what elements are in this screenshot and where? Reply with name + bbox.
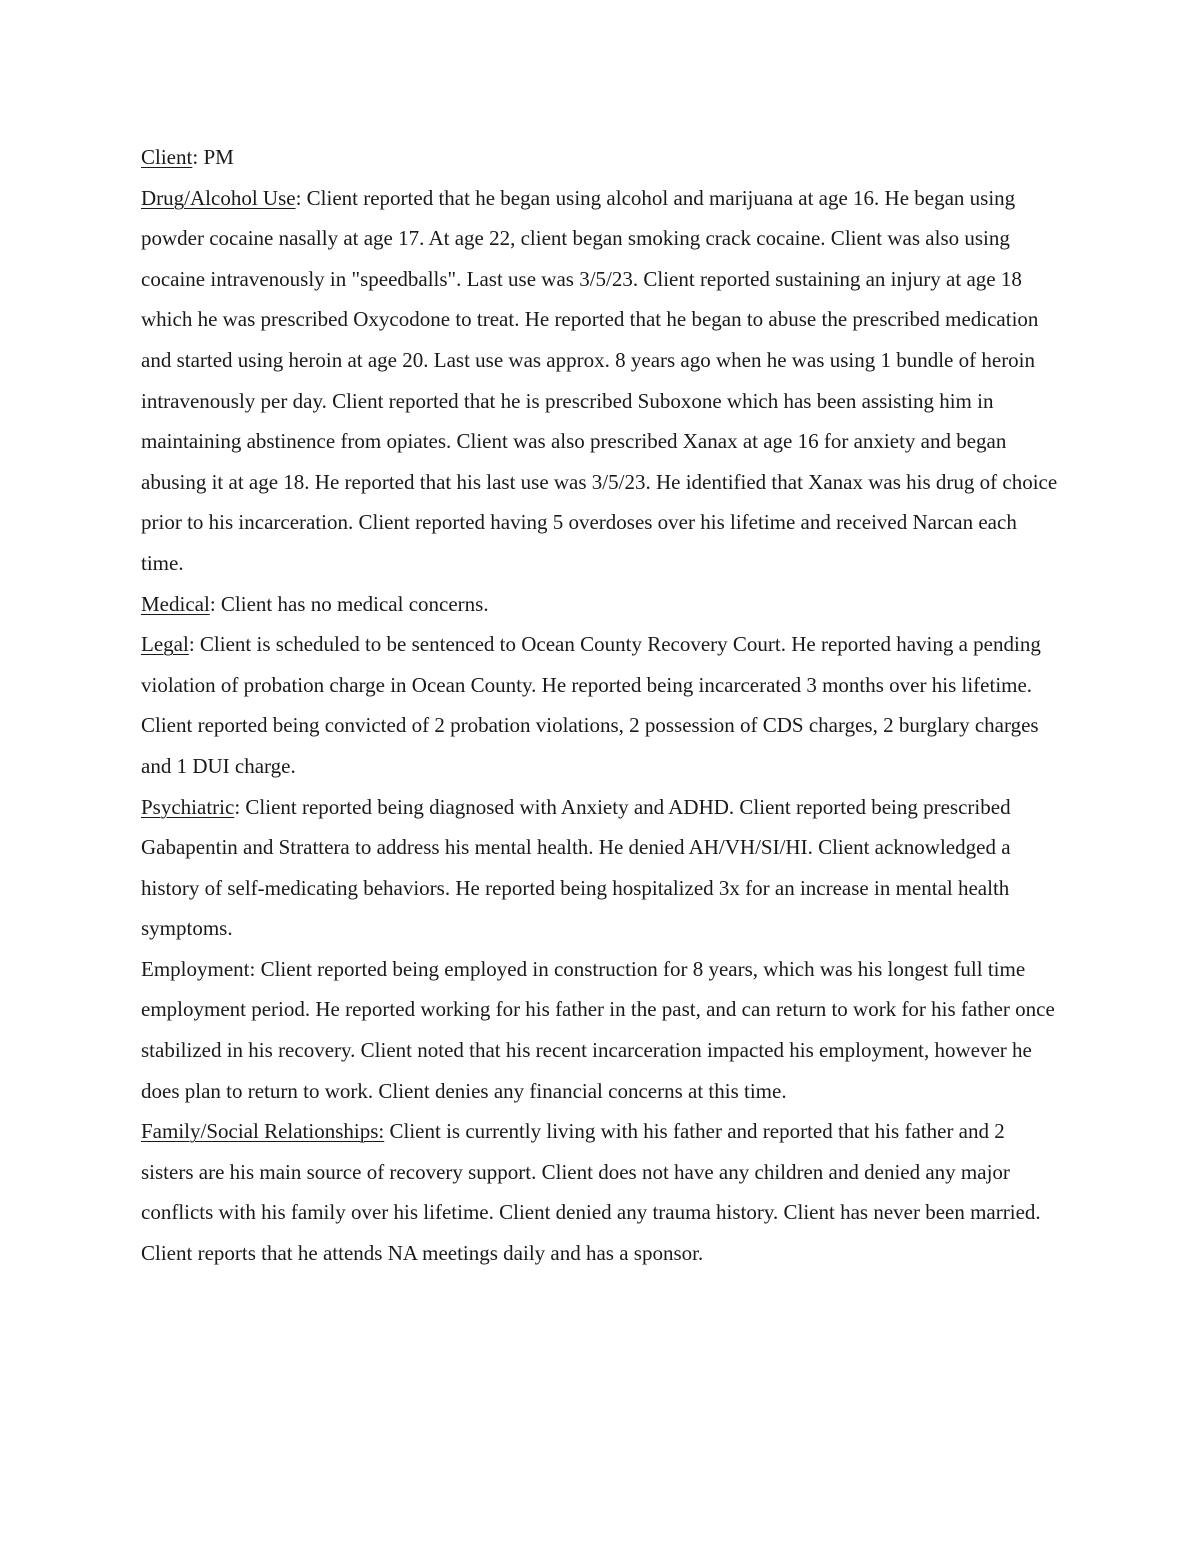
section-text: Client is scheduled to be sentenced to Ocean County Recovery Court. He reported having a pending violation of probation charge in Ocean County. He reported being incarcerated 3 months over his lifetime. Client reported being convicted of 2 probation violations, 2 possession of CDS charges, 2 burglary charges and 1 DUI charge. (141, 632, 1041, 778)
section-separator: : (249, 956, 261, 981)
section-label: Legal (141, 632, 189, 657)
section-text: Client has no medical concerns. (220, 591, 489, 616)
section-text: Client reported being diagnosed with Anxiety and ADHD. Client reported being prescribed Gabapentin and Strattera to address his mental health. He denied AH/VH/SI/HI. Client acknowledged a history of self-medicating behaviors. He reported being hospitalized 3x for an increase in mental health symptoms. (141, 794, 1011, 941)
section-medical (141, 584, 1061, 625)
section-separator: : (188, 632, 200, 657)
section-text: Client reported that he began using alcohol and marijuana at age 16. He began using powder cocaine nasally at age 17. At age 22, client began smoking crack cocaine. Client was also using cocaine intravenously in "speedballs". Last use was 3/5/23. Client reported sustaining an injury at age 18 which he was prescribed Oxycodone to treat. He reported that he began to abuse the prescribed medication and started using heroin at age 20. Last use was approx. 8 years ago when he was using 1 bundle of heroin intravenously per day. Client reported that he is prescribed Suboxone which has been assisting him in maintaining abstinence from opiates. Client was also prescribed Xanax at age 16 for anxiety and began abusing it at age 18. He reported that his last use was 3/5/23. He identified that Xanax was his drug of choice prior to his incarceration. Client reported having 5 overdoses over his lifetime and received Narcan each time. (141, 185, 1058, 575)
section-family-social-relationships (141, 1111, 1061, 1273)
section-text: PM (203, 145, 234, 169)
section-label: Client (141, 145, 193, 169)
section-label: Medical (141, 591, 210, 616)
section-separator: : (234, 794, 246, 819)
section-employment (141, 949, 1061, 1111)
document-body (141, 137, 1061, 1274)
section-label: Drug/Alcohol Use (141, 185, 296, 210)
section-text: Client is currently living with his father and reported that his father and 2 sisters are his main source of recovery support. Client does not have any children and denied any major conflicts with his family over his lifetime. Client denied any trauma history. Client has never been married. Client reports that he attends NA meetings daily and has a sponsor. (141, 1119, 1041, 1266)
section-label: Psychiatric (141, 794, 235, 819)
section-separator: : (209, 591, 221, 616)
section-drug-alcohol-use (141, 178, 1061, 584)
section-legal (141, 624, 1061, 786)
section-psychiatric (141, 787, 1061, 949)
section-text: Client reported being employed in construction for 8 years, which was his longest full time employment period. He reported working for his father in the past, and can return to work for his father once stabilized in his recovery. Client noted that his recent incarceration impacted his employment, however he does plan to return to work. Client denies any financial concerns at this time. (141, 956, 1055, 1103)
section-client (141, 137, 1061, 178)
section-separator: : (192, 145, 204, 169)
section-label: Family/Social Relationships: (141, 1119, 385, 1144)
section-label: Employment (141, 956, 250, 981)
section-separator: : (295, 185, 307, 210)
